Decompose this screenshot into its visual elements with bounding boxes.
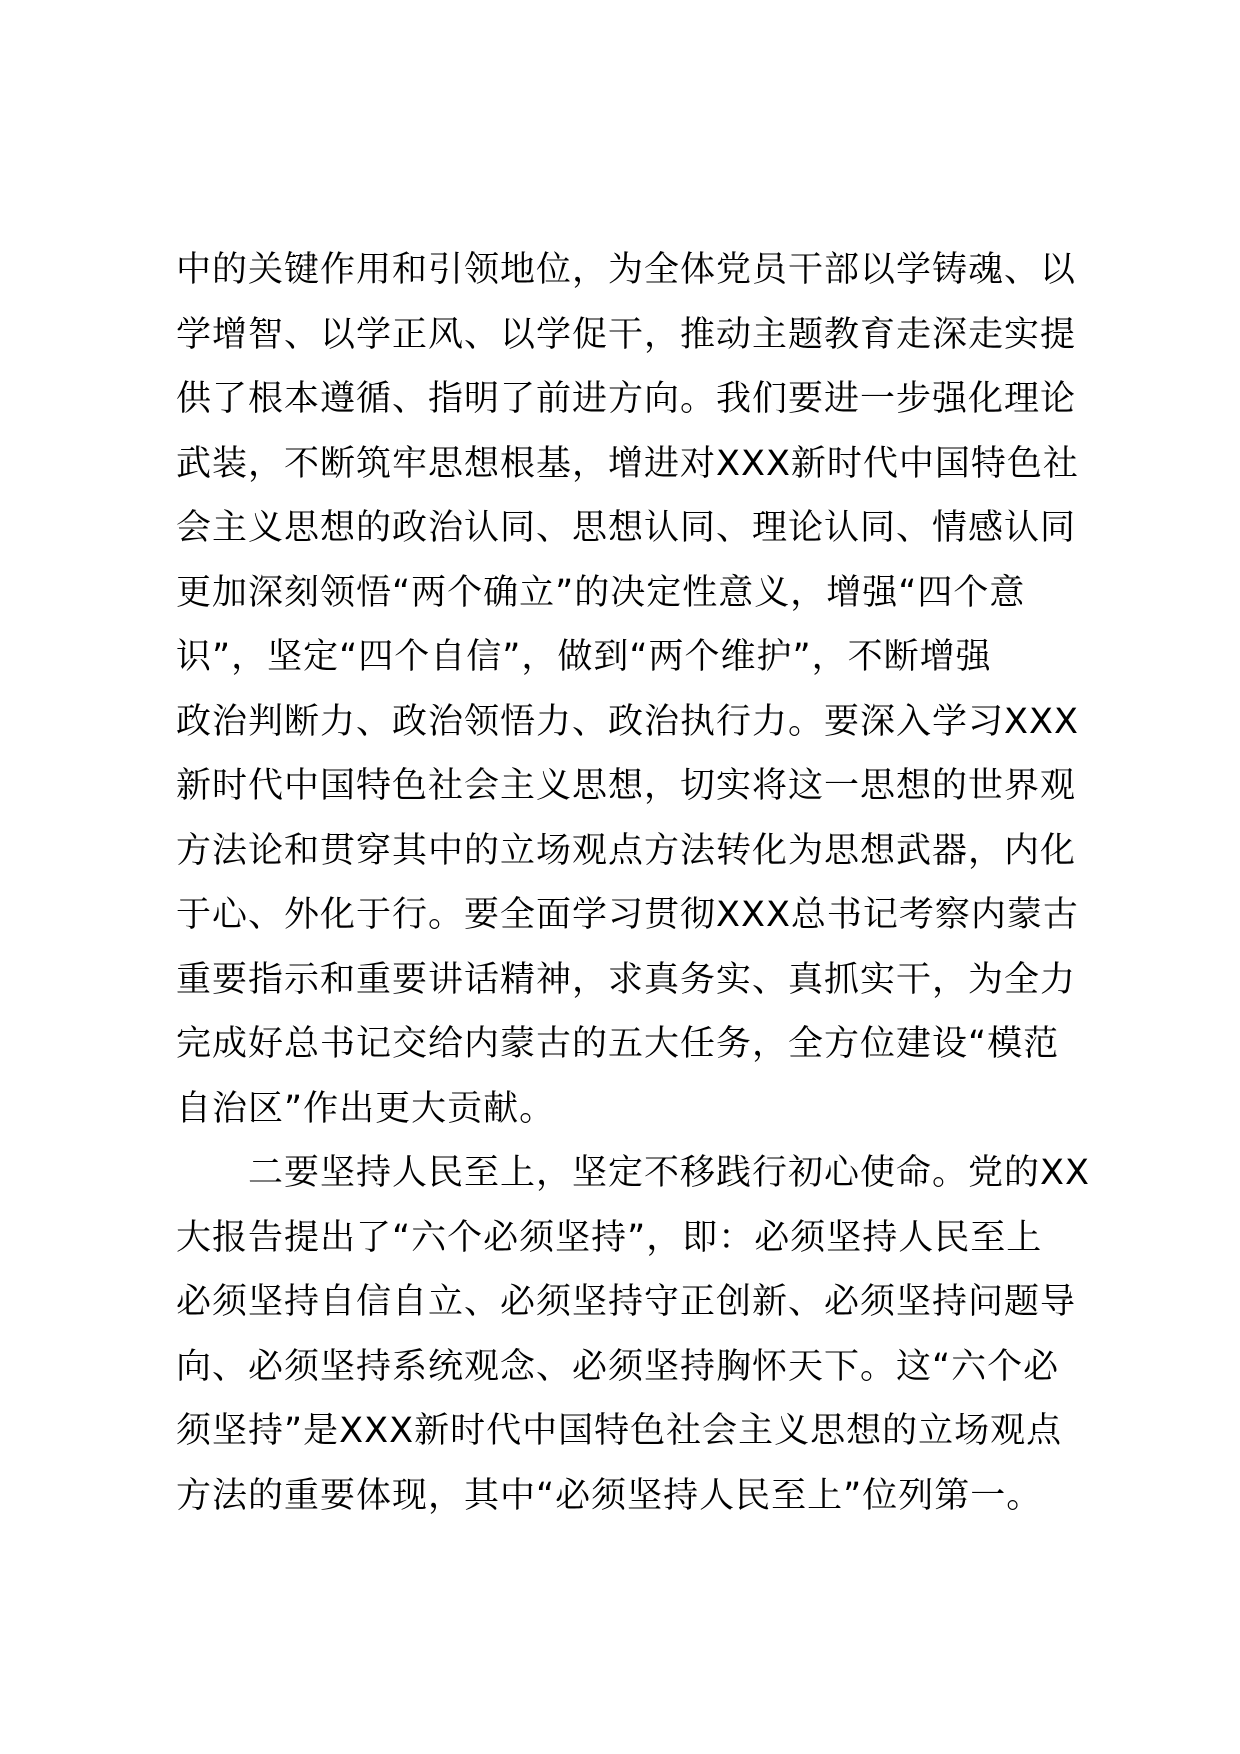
text-line: 方法论和贯穿其中的立场观点方法转化为思想武器，内化 (176, 830, 1077, 871)
text-line: 大报告提出了“六个必须坚持”，即：必须坚持人民至上 (176, 1217, 1043, 1258)
text-line: 政治判断力、政治领悟力、政治执行力。要深入学习XXX (176, 701, 1079, 742)
text-line: 完成好总书记交给内蒙古的五大任务，全方位建设“模范 (176, 1024, 1060, 1064)
text-line: 武装，不断筑牢思想根基，增进对XXX新时代中国特色社 (176, 443, 1079, 484)
text-line: 于心、外化于行。要全面学习贯彻XXX总书记考察内蒙古 (176, 895, 1079, 935)
text-line: 重要指示和重要讲话精神，求真务实、真抓实干，为全力 (176, 959, 1077, 1000)
text-line: 学增智、以学正风、以学促干，推动主题教育走深走实提 (176, 314, 1077, 355)
text-line: 向、必须坚持系统观念、必须坚持胸怀天下。这“六个必 (176, 1346, 1060, 1387)
text-line: 自治区”作出更大贡献。 (176, 1088, 556, 1129)
paragraph-start-line: 二要坚持人民至上，坚定不移践行初心使命。党的XX (176, 1153, 1090, 1193)
text-line: 更加深刻领悟“两个确立”的决定性意义，增强“四个意 (176, 572, 1026, 613)
text-line: 须坚持”是XXX新时代中国特色社会主义思想的立场观点 (176, 1411, 1063, 1451)
body-text (176, 238, 1090, 1528)
text-line: 识”，坚定“四个自信”，做到“两个维护”，不断增强 (176, 637, 992, 677)
text-line: 必须坚持自信自立、必须坚持守正创新、必须坚持问题导 (176, 1282, 1077, 1322)
text-line: 方法的重要体现，其中“必须坚持人民至上”位列第一。 (176, 1475, 1043, 1516)
text-line: 新时代中国特色社会主义思想，切实将这一思想的世界观 (176, 766, 1077, 806)
text-line: 供了根本遵循、指明了前进方向。我们要进一步强化理论 (176, 379, 1077, 419)
text-line: 中的关键作用和引领地位，为全体党员干部以学铸魂、以 (176, 250, 1077, 290)
text-line: 会主义思想的政治认同、思想认同、理论认同、情感认同 (176, 508, 1077, 548)
